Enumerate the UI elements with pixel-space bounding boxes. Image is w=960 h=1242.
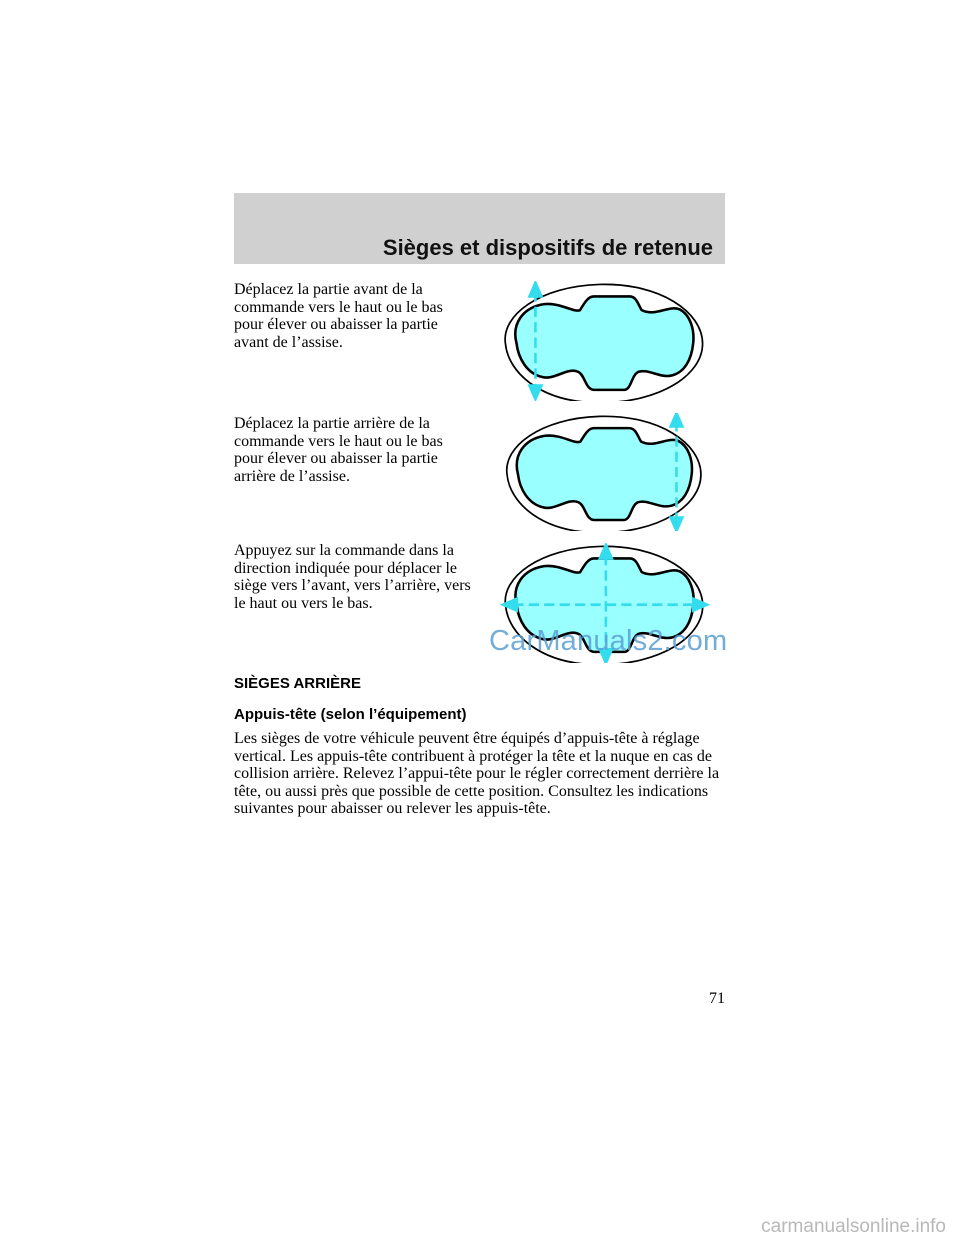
footer-watermark: carmanualsonline.info — [761, 1216, 946, 1237]
page-title: Sièges et dispositifs de retenue — [382, 235, 713, 260]
section-heading: SIÈGES ARRIÈRE — [234, 675, 361, 692]
seat-control-rear-diagram — [484, 413, 724, 531]
paragraph-front-seat: Déplacez la partie avant de la commande vers le haut ou le bas pour élever ou abaisser la partie avant de l’assise. — [234, 281, 443, 351]
carmanuals-watermark: CarManuals2.com — [489, 625, 728, 657]
page-number: 71 — [709, 990, 725, 1007]
seat-control-front-diagram — [484, 281, 724, 401]
seat-control-rear-shape — [507, 416, 701, 531]
header-band — [234, 193, 725, 264]
paragraph-seat-move: Appuyez sur la commande dans la direction indiquée pour déplacer le siège vers l’avant, vers l’arrière, vers le haut ou vers le bas. — [234, 542, 471, 612]
headrest-paragraph: Les sièges de votre véhicule peuvent être équipés d’appuis-tête à réglage vertical. Les appuis-tête contribuent à protéger la tête et la nuque en cas de collision arrière. Relevez l’appui-tête pour le régler correctement derrière la tête, ou aussi près que possible de cette position. Consultez les indications suivantes pour abaisser ou relever les appuis-tête. — [234, 730, 720, 817]
paragraph-rear-seat: Déplacez la partie arrière de la commande vers le haut ou le bas pour élever ou abaisser la partie arrière de l’assise. — [234, 415, 443, 485]
subsection-heading: Appuis-tête (selon l’équipement) — [234, 706, 467, 723]
